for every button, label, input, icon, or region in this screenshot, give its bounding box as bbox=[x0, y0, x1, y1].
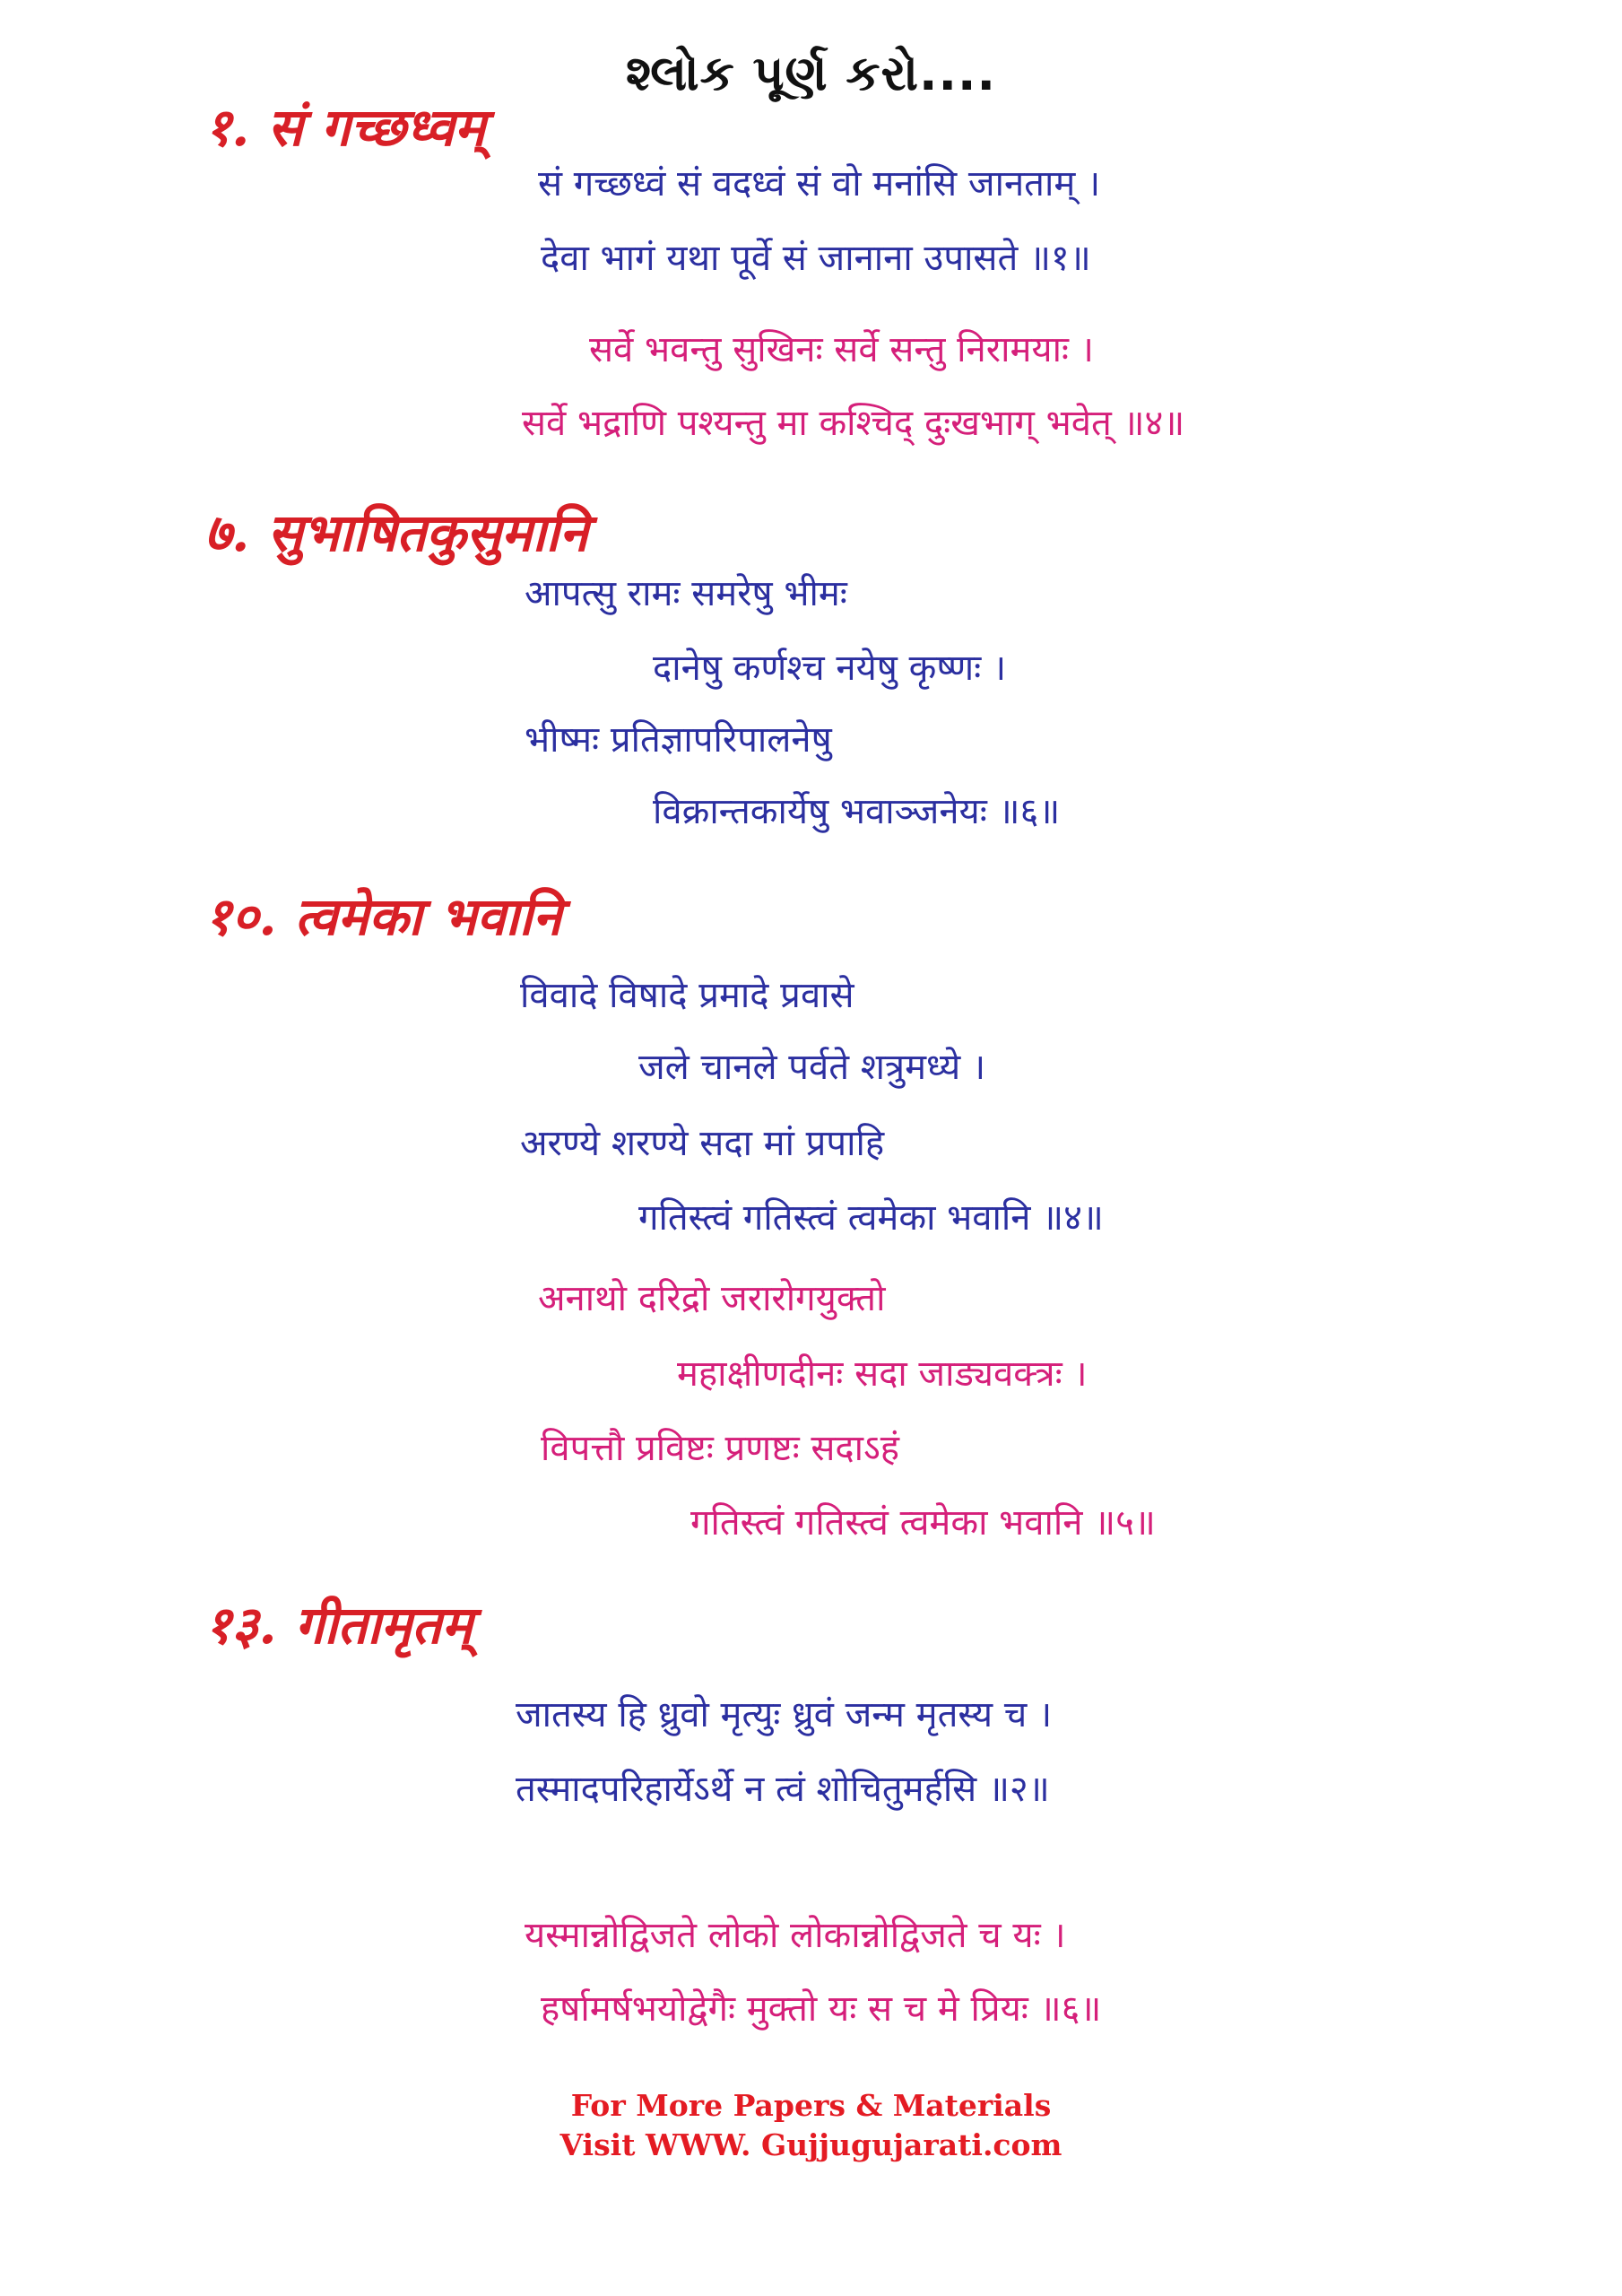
verse-line: जले चानले पर्वते शत्रुमध्ये । bbox=[638, 1047, 986, 1088]
verse-line: आपत्सु रामः समरेषु भीमः bbox=[525, 573, 847, 614]
section-heading-13: १३. गीतामृतम् bbox=[204, 1595, 473, 1656]
verse-line: सर्वे भवन्तु सुखिनः सर्वे सन्तु निरामयाः । bbox=[589, 329, 1094, 370]
section-heading-7: ७. सुभाषितकुसुमानि bbox=[204, 502, 588, 563]
verse-line: महाक्षीणदीनः सदा जाड्यवक्त्रः । bbox=[677, 1353, 1088, 1395]
section-heading-1: १. सं गच्छध्वम् bbox=[204, 97, 486, 158]
verse-line: सर्वे भद्राणि पश्यन्तु मा कश्चिद् दुःखभाग् भवेत् ॥४॥ bbox=[522, 403, 1185, 444]
footer-line-1: For More Papers & Materials bbox=[570, 2088, 1052, 2123]
verse-line: दानेषु कर्णश्च नयेषु कृष्णः । bbox=[653, 648, 1007, 689]
verse-line: देवा भागं यथा पूर्वे सं जानाना उपासते ॥१॥ bbox=[541, 238, 1091, 279]
verse-line: यस्मान्नोद्विजते लोको लोकान्नोद्विजते च यः । bbox=[525, 1915, 1066, 1956]
verse-line: गतिस्त्वं गतिस्त्वं त्वमेका भवानि ॥५॥ bbox=[690, 1502, 1156, 1544]
verse-line: विपत्तौ प्रविष्टः प्रणष्टः सदाऽहं bbox=[541, 1428, 899, 1469]
verse-line: सं गच्छध्वं सं वदध्वं सं वो मनांसि जानताम् । bbox=[538, 163, 1101, 204]
verse-line: विवादे विषादे प्रमादे प्रवासे bbox=[520, 975, 854, 1016]
verse-line: अरण्ये शरण्ये सदा मां प्रपाहि bbox=[520, 1123, 885, 1164]
verse-line: अनाथो दरिद्रो जरारोगयुक्तो bbox=[538, 1278, 886, 1319]
verse-line: गतिस्त्वं गतिस्त्वं त्वमेका भवानि ॥४॥ bbox=[638, 1197, 1104, 1239]
verse-line: विक्रान्तकार्येषु भवाञ्जनेयः ॥६॥ bbox=[653, 791, 1061, 832]
verse-line: जातस्य हि ध्रुवो मृत्युः ध्रुवं जन्म मृतस्य च । bbox=[516, 1694, 1053, 1735]
verse-line: तस्मादपरिहार्येऽर्थे न त्वं शोचितुमर्हसि ॥२॥ bbox=[516, 1769, 1050, 1810]
verse-line: भीष्मः प्रतिज्ञापरिपालनेषु bbox=[525, 719, 832, 761]
page-title: શ્લોક પૂર્ણ કરો.... bbox=[625, 45, 997, 101]
section-heading-10: १०. त्वमेका भवानि bbox=[204, 886, 562, 947]
footer-line-2: Visit WWW. Gujjugujarati.com bbox=[559, 2127, 1063, 2162]
verse-line: हर्षामर्षभयोद्वेगैः मुक्तो यः स च मे प्रियः ॥६॥ bbox=[541, 1988, 1102, 2030]
